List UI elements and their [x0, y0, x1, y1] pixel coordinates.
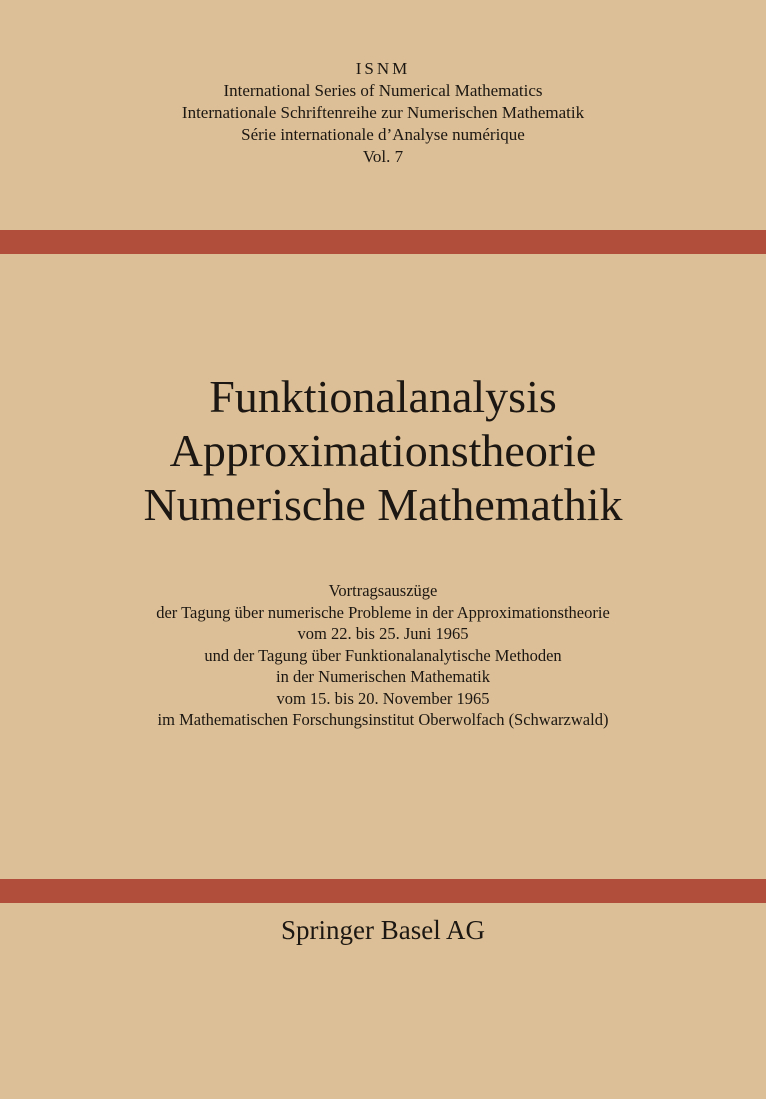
subtitle-line: in der Numerischen Mathematik — [276, 667, 490, 686]
bottom-color-band — [0, 879, 766, 903]
series-name-fr: Série internationale d’Analyse numérique — [241, 125, 525, 144]
title-line-3: Numerische Mathemathik — [143, 479, 623, 530]
subtitle-line: vom 15. bis 20. November 1965 — [276, 688, 490, 708]
subtitle-line: Vortragsauszüge — [328, 581, 438, 600]
series-volume: Vol. 7 — [362, 147, 404, 166]
title-line-2: Approximationstheorie — [169, 425, 597, 476]
subtitle-block — [0, 580, 766, 731]
series-block — [0, 58, 766, 168]
series-acronym: ISNM — [355, 59, 411, 78]
title-line-1: Funktionalanalysis — [209, 371, 557, 422]
subtitle-line: im Mathematischen Forschungsinstitut Oberwolfach (Schwarzwald) — [157, 710, 609, 729]
subtitle-line: der Tagung über numerische Probleme in der Approximationstheorie — [156, 602, 610, 622]
top-color-band — [0, 230, 766, 254]
series-name-de: Internationale Schriftenreihe zur Numerischen Mathematik — [181, 103, 585, 122]
series-name-en: International Series of Numerical Mathematics — [223, 81, 543, 100]
subtitle-line: vom 22. bis 25. Juni 1965 — [297, 624, 469, 643]
subtitle-line: und der Tagung über Funktionalanalytische Methoden — [204, 645, 562, 665]
main-title — [0, 370, 766, 532]
publisher-name: Springer Basel AG — [281, 915, 485, 945]
